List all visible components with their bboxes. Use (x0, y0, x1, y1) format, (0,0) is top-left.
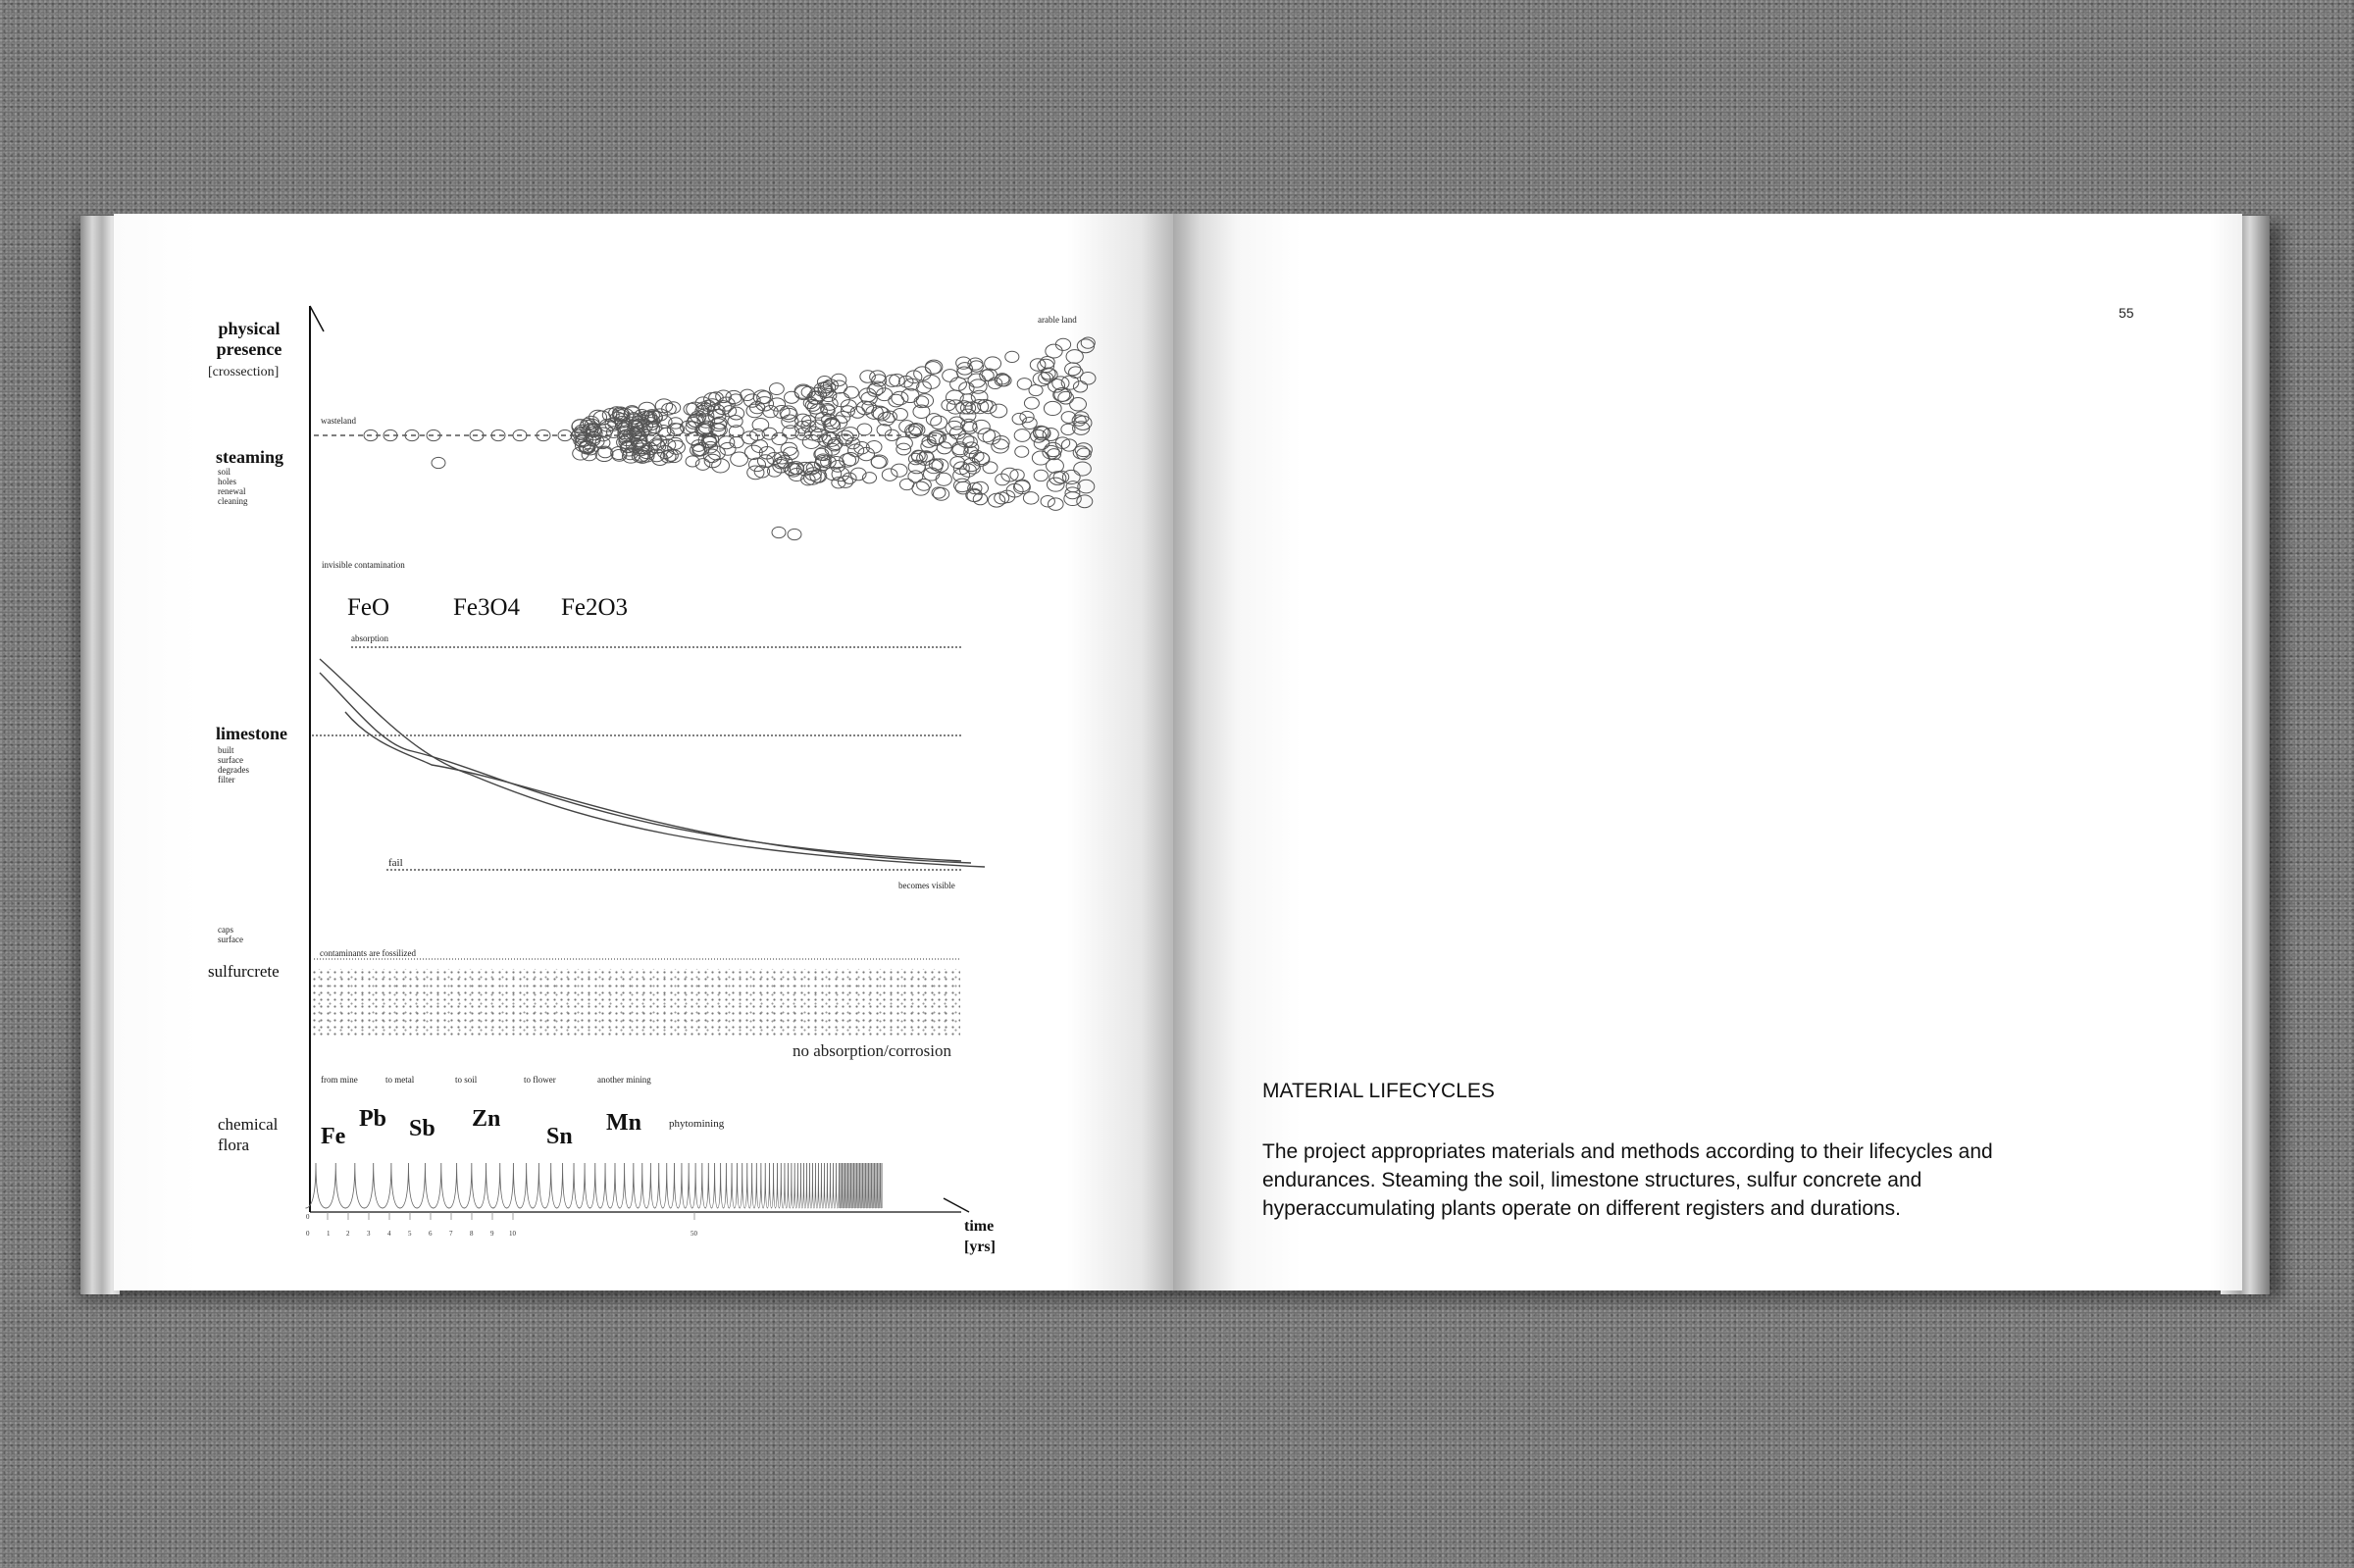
another-mining-label: another mining (597, 1075, 651, 1085)
formula-fe3o4-text: Fe3O4 (453, 594, 521, 621)
tick-label: 50 (691, 1230, 697, 1238)
formula-fe2o3 (561, 594, 628, 622)
limestone-item: degrades (218, 765, 249, 775)
contaminants-fossilized-label: contaminants are fossilized (320, 948, 416, 958)
arable-land-label: arable land (1038, 315, 1077, 325)
limestone-item: built (218, 745, 234, 755)
steaming-item: soil (218, 467, 231, 477)
formula-fe3o4 (453, 594, 520, 622)
to-flower-label: to flower (524, 1075, 556, 1085)
element-fe: Fe (321, 1124, 346, 1149)
tick-label: 4 (387, 1230, 391, 1238)
steaming-item: holes (218, 477, 236, 486)
phytomining-label: phytomining (669, 1118, 725, 1130)
element-pb: Pb (359, 1106, 387, 1132)
element-mn: Mn (606, 1110, 641, 1136)
right-page (1173, 214, 2242, 1290)
element-zn: Zn (472, 1106, 501, 1132)
chemical-flora-title: chemical flora (218, 1115, 279, 1154)
fail-label: fail (388, 857, 403, 869)
sulfurcrete-title: sulfurcrete (208, 962, 280, 981)
tick-label: 3 (367, 1230, 371, 1238)
sulfurcrete-item: surface (218, 935, 243, 944)
sulfurcrete-item: caps (218, 925, 233, 935)
element-sb: Sb (409, 1116, 435, 1141)
page-number: 55 (2119, 305, 2134, 321)
formula-fe2o3-text: Fe2O3 (561, 594, 629, 621)
tick-label: 10 (509, 1230, 516, 1238)
tick-label: 6 (429, 1230, 433, 1238)
phytomining-spike-path (306, 1163, 882, 1208)
steaming-title: steaming (216, 447, 283, 467)
physical-presence-subtitle: [crossection] (208, 365, 280, 379)
sulfurcrete-dot-field (311, 969, 960, 1037)
to-soil-label: to soil (455, 1075, 478, 1085)
steaming-item: renewal (218, 486, 246, 496)
x-axis-unit: [yrs] (964, 1239, 996, 1255)
tick-label: 5 (408, 1230, 412, 1238)
tick-label: 0 (306, 1213, 310, 1221)
absorption-label: absorption (351, 633, 388, 643)
tick-label: 1 (327, 1230, 331, 1238)
tick-label: 2 (346, 1230, 350, 1238)
element-sn: Sn (546, 1124, 573, 1149)
tick-label: 0 (306, 1230, 310, 1238)
limestone-item: filter (218, 775, 235, 784)
from-mine-label: from mine (321, 1075, 358, 1085)
becomes-visible-label: becomes visible (898, 881, 955, 890)
formula-feo: FeO (347, 594, 390, 621)
tick-label: 7 (449, 1230, 453, 1238)
x-axis-label: time (964, 1218, 995, 1235)
phytomining-dense-block (839, 1163, 883, 1208)
tick-label: 8 (470, 1230, 474, 1238)
steaming-item: cleaning (218, 496, 248, 506)
section-body-text: The project appropriates materials and methods according to their lifecycles and endurances. Steaming the soil, limestone structures, sulfur concrete and hyperaccumulating plants operate on different registers and durations. (1262, 1140, 1993, 1220)
section-heading: MATERIAL LIFECYCLES (1262, 1080, 1495, 1102)
invisible-contamination-label: invisible contamination (322, 560, 405, 570)
wasteland-label: wasteland (321, 416, 356, 426)
limestone-title: limestone (216, 724, 287, 743)
tick-label: 9 (490, 1230, 494, 1238)
no-absorption-label: no absorption/corrosion (793, 1041, 951, 1060)
limestone-item: surface (218, 755, 243, 765)
to-metal-label: to metal (385, 1075, 415, 1085)
physical-presence-title: physical presence (216, 319, 282, 359)
